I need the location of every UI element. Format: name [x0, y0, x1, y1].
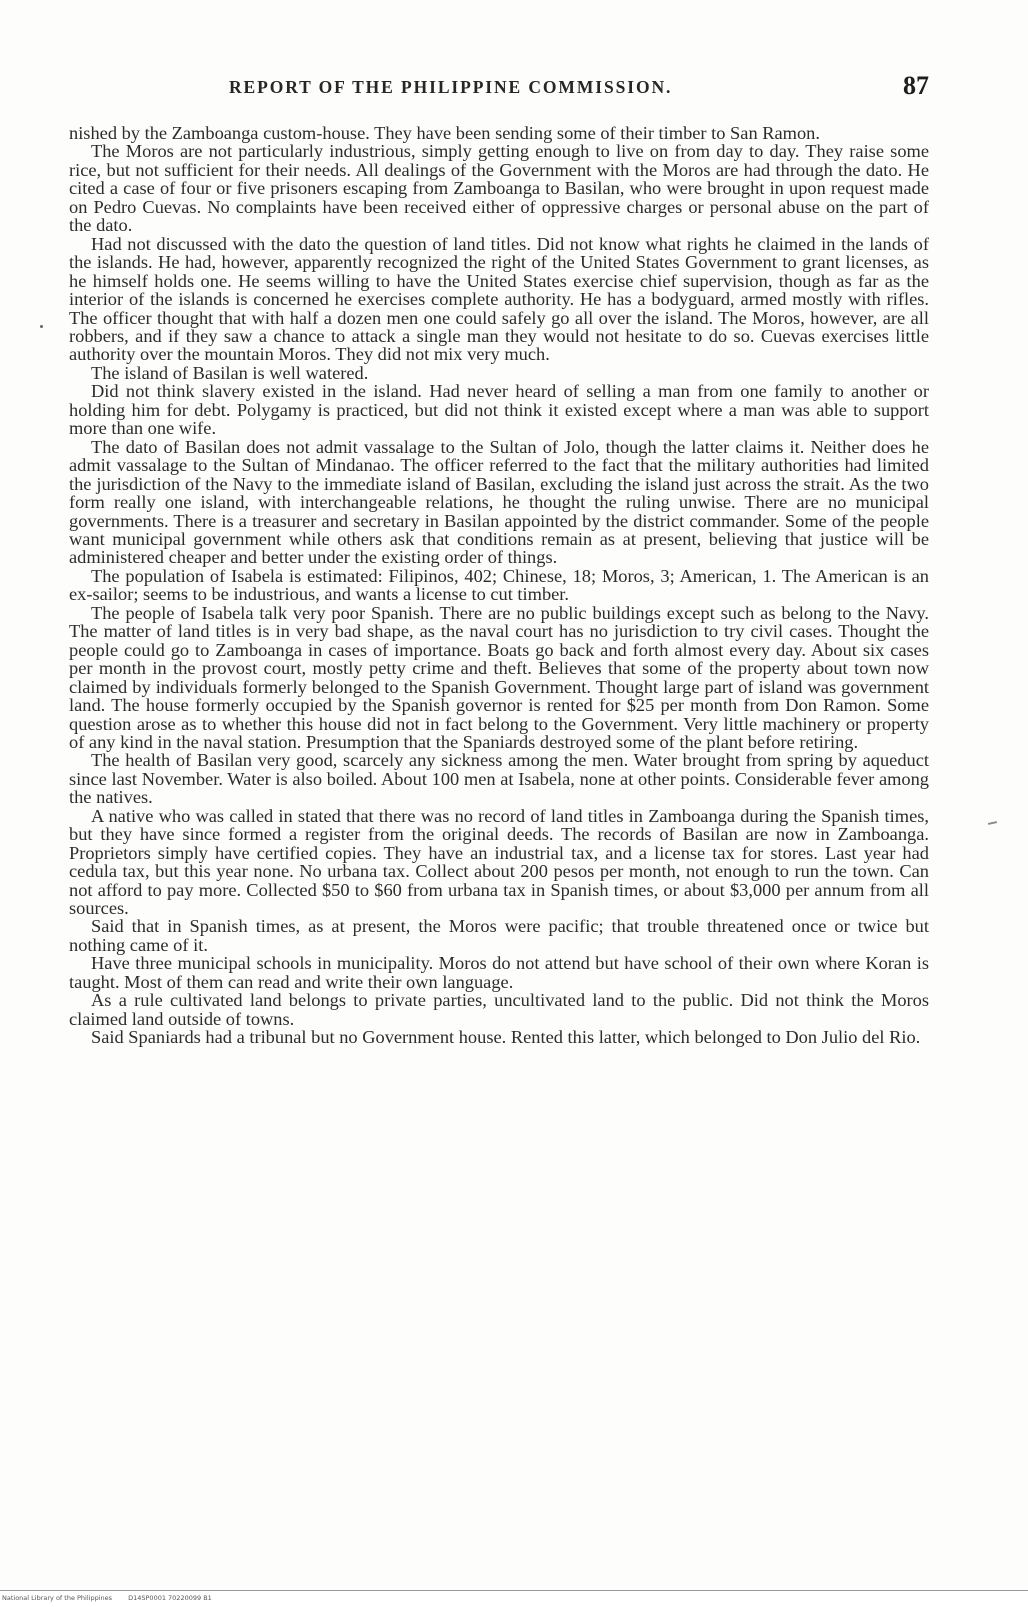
paragraph: Said Spaniards had a tribunal but no Government house. Rented this latter, which belonged to Don Julio del Rio.	[91, 1027, 921, 1048]
running-title: REPORT OF THE PHILIPPINE COMMISSION.	[229, 77, 673, 97]
paragraph: The dato of Basilan does not admit vassalage to the Sultan of Jolo, though the latter claims it. Neither does he admit vassalage to the Sultan of Mindanao. The officer referred to the fact that the military authorities had limited the jurisdiction of the Navy to the immediate island of Basilan, excluding the island just across the strait. As the two form really one island, with interchangeable relations, he thought the ruling unwise. There are no municipal governments. There is a treasurer and secretary in Basilan appointed by the district commander. Some of the people want municipal government while others ask that conditions remain as at present, believing that justice will be administered cheaper and better under the existing order of things.	[69, 436, 929, 568]
paragraph: Said that in Spanish times, as at present, the Moros were pacific; that trouble threatened once or twice but nothing came of it.	[69, 916, 929, 955]
paragraph: The people of Isabela talk very poor Spanish. There are no public buildings except such as belong to the Navy. The matter of land titles is in very bad shape, as the naval court has no jurisdiction to try civil cases. Thought the people could go to Zamboanga in cases of importance. Boats go back and forth almost every day. About six cases per month in the provost court, mostly petty crime and theft. Believes that some of the property about town now claimed by individuals formerly belonged to the Spanish Government. Thought large part of island was government land. The house formerly occupied by the Spanish governor is rented for $25 per month from Don Ramon. Some question arose as to whether this house did not in fact belong to the Government. Very little machinery or property of any kind in the naval station. Presumption that the Spaniards destroyed some of the plant before retiring.	[69, 602, 929, 752]
running-head	[229, 73, 929, 103]
paragraph: Did not think slavery existed in the island. Had never heard of selling a man from one family to another or holding him for debt. Polygamy is practiced, but did not think it existed except where a man was able to support more than one wife.	[69, 381, 929, 439]
paragraph: Had not discussed with the dato the question of land titles. Did not know what rights he claimed in the lands of the islands. He had, however, apparently recognized the right of the United States Government to grant licenses, as he himself holds one. He seems willing to have the United States exercise chief supervision, though as far as the interior of the islands is concerned he exercises complete authority. He has a bodyguard, armed mostly with rifles. The officer thought that with half a dozen men one could safely go all over the island. The Moros, however, are all robbers, and if they saw a chance to attack a single man they would not hesitate to do so. Cuevas exercises little authority over the mountain Moros. They did not mix very much.	[69, 233, 929, 365]
body-text	[69, 124, 929, 1047]
paragraph: nished by the Zamboanga custom-house. They have been sending some of their timber to San Ramon.	[69, 123, 820, 143]
paragraph: The health of Basilan very good, scarcely any sickness among the men. Water brought from spring by aqueduct since last November. Water is also boiled. About 100 men at Isabela, none at other points. Considerable fever among the natives.	[69, 750, 929, 808]
paragraph: Have three municipal schools in municipality. Moros do not attend but have school of their own where Koran is taught. Most of them can read and write their own language.	[69, 953, 929, 992]
margin-mark	[40, 325, 43, 328]
paragraph: A native who was called in stated that there was no record of land titles in Zamboanga during the Spanish times, but they have since formed a register from the original deeds. The records of Basilan are now in Zamboanga. Proprietors simply have certified copies. They have an industrial tax, and a license tax for stores. Last year had cedula tax, but this year none. No urbana tax. Collect about 200 pesos per month, not enough to run the town. Can not afford to pay more. Collected $50 to $60 from urbana tax in Spanish times, or about $3,000 per annum from all sources.	[69, 805, 929, 919]
footer-code: D14SP0001 70220099 B1	[128, 1594, 212, 1602]
margin-mark	[988, 821, 997, 825]
paragraph: The population of Isabela is estimated: Filipinos, 402; Chinese, 18; Moros, 3; American, 1. The American is an ex-sailor; seems to be industrious, and wants a license to cut timber.	[69, 565, 929, 605]
paragraph: The island of Basilan is well watered.	[91, 362, 369, 383]
page-number: 87	[903, 71, 929, 100]
scan-footer	[0, 1590, 1028, 1607]
footer-library: National Library of the Philippines	[2, 1594, 113, 1602]
paragraph: The Moros are not particularly industrious, simply getting enough to live on from day to day. They raise some rice, but not sufficient for their needs. All dealings of the Government with the Moros are had through the dato. He cited a case of four or five prisoners escaping from Zamboanga to Basilan, who were brought in upon request made on Pedro Cuevas. No complaints have been received either of oppressive charges or personal abuse on the part of the dato.	[69, 141, 929, 236]
paragraph: As a rule cultivated land belongs to private parties, uncultivated land to the public. Did not think the Moros claimed land outside of towns.	[69, 990, 929, 1029]
footer-text	[2, 1594, 226, 1602]
